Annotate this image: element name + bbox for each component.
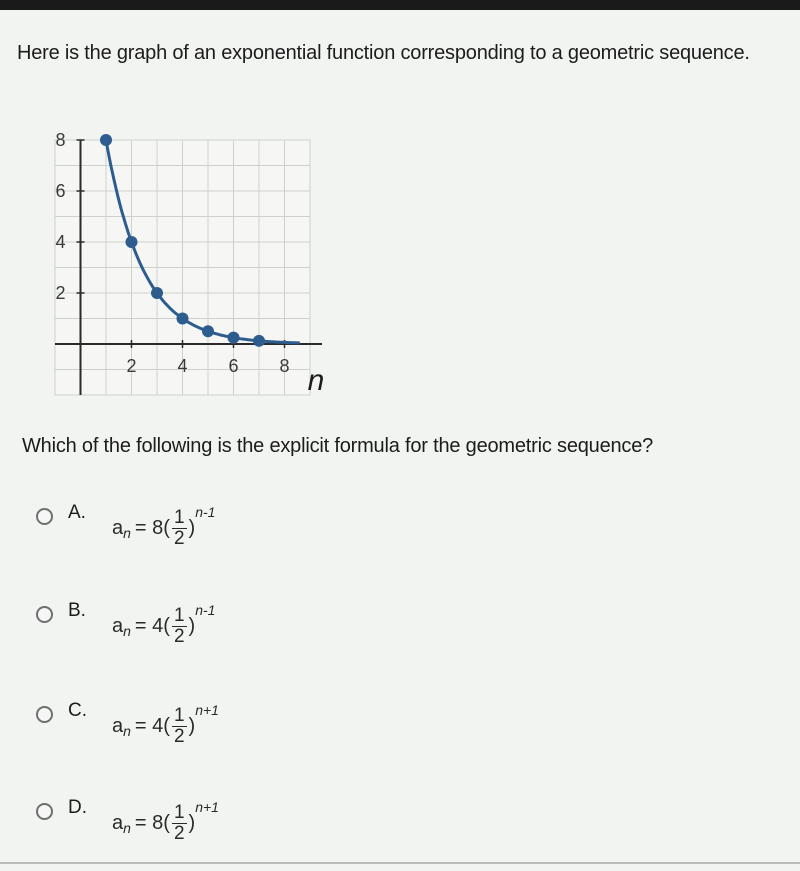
x-tick-label: 8 bbox=[279, 356, 290, 376]
bottom-divider bbox=[0, 862, 800, 864]
option-b-formula: $a_n$ = 4( $\frac{1}{2}$ ) n-1 bbox=[112, 602, 216, 647]
data-point bbox=[126, 236, 138, 248]
option-c[interactable] bbox=[36, 700, 456, 770]
option-a-letter: A. bbox=[68, 502, 86, 523]
data-point bbox=[177, 313, 189, 325]
y-tick-label: 4 bbox=[55, 232, 66, 252]
x-tick-label: 4 bbox=[177, 356, 188, 376]
data-point bbox=[228, 332, 240, 344]
exponential-graph bbox=[30, 128, 330, 403]
option-c-letter: C. bbox=[68, 700, 87, 721]
y-tick-label: 8 bbox=[55, 130, 66, 150]
option-c-formula: $a_n$ = 4( $\frac{1}{2}$ ) n+1 bbox=[112, 702, 219, 747]
y-tick-label: 2 bbox=[55, 283, 66, 303]
option-a-formula: $a_n$ = 8( $\frac{1}{2}$ ) n-1 bbox=[112, 504, 216, 549]
prompt-text: Here is the graph of an exponential function corresponding to a geometric sequence. bbox=[17, 42, 750, 64]
option-d-letter: D. bbox=[68, 797, 87, 818]
data-point bbox=[253, 335, 265, 347]
option-b[interactable] bbox=[36, 600, 456, 670]
option-c-radio[interactable] bbox=[36, 706, 53, 723]
option-b-radio[interactable] bbox=[36, 606, 53, 623]
option-d-formula: $a_n$ = 8( $\frac{1}{2}$ ) n+1 bbox=[112, 799, 219, 844]
top-bar bbox=[0, 0, 800, 10]
x-tick-label: 6 bbox=[228, 356, 239, 376]
data-point bbox=[151, 287, 163, 299]
x-axis-label: n bbox=[307, 364, 325, 397]
data-point bbox=[202, 325, 214, 337]
option-d[interactable] bbox=[36, 797, 456, 867]
option-b-letter: B. bbox=[68, 600, 86, 621]
graph bbox=[30, 128, 330, 403]
y-tick-label: 6 bbox=[55, 181, 66, 201]
option-a-radio[interactable] bbox=[36, 508, 53, 525]
option-d-radio[interactable] bbox=[36, 803, 53, 820]
question-text: Which of the following is the explicit formula for the geometric sequence? bbox=[22, 435, 654, 457]
data-point bbox=[100, 134, 112, 146]
option-a[interactable] bbox=[36, 502, 456, 572]
x-tick-label: 2 bbox=[126, 356, 137, 376]
